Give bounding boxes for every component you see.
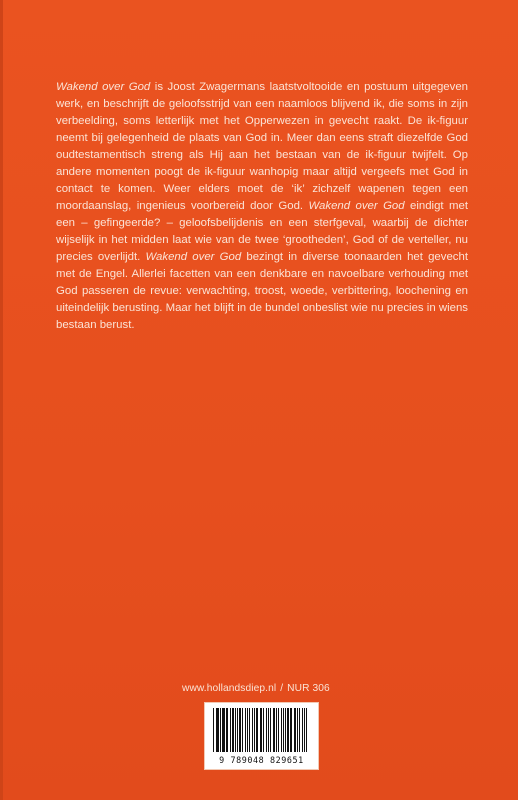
barcode-bar: [273, 708, 275, 752]
back-cover-blurb: [56, 79, 468, 334]
barcode-bar: [232, 708, 233, 752]
spine-edge: [0, 0, 3, 800]
nur-code: NUR 306: [287, 683, 330, 694]
barcode-bar: [216, 708, 217, 752]
book-title-italic: Wakend over God: [145, 251, 242, 263]
barcode-bar: [220, 708, 221, 752]
barcode-bar: [226, 708, 227, 752]
barcode-bar: [276, 708, 277, 752]
barcode-bar: [260, 708, 261, 752]
barcode-bar: [263, 708, 264, 752]
barcode-bar: [249, 708, 250, 752]
barcode-bar: [299, 708, 300, 752]
barcode-bar: [285, 708, 286, 752]
barcode-bar: [239, 708, 241, 752]
blurb-text: bezingt in diverse toonaarden het gevecht met de Engel. Allerlei facetten van een denkbare en navoelbare verhouding met God passeren de revue: verwachting, troost, woede, verbittering, loochening en uiteindelijk berusting. Maar het blijft in de bundel onbeslist wie nu precies in wiens bestaan berust.: [56, 251, 468, 331]
book-title-italic: Wakend over God: [308, 200, 405, 212]
blurb-text: is Joost Zwagermans laatstvoltooide en postuum uitgegeven werk, en beschrijft de geloofsstrijd van een naamloos blijvend ik, die soms in zijn verbeelding, soms letterlijk met het Opperwezen in gevecht raakt. De ik-figuur neemt bij gelegenheid de plaats van God in. Meer dan eens straft diezelfde God oudtestamentisch streng als Hij aan het bestaan van de ik-figuur twijfelt. Op andere momenten poogt de ik-figuur wanhopig maar altijd vergeefs met God in contact te komen. Weer elders moet de ‘ik’ zichzelf wapenen tegen een moordaanslag, ingenieus voorbereid door God.: [56, 81, 468, 212]
isbn-barcode: [204, 702, 319, 770]
blurb-text: eindigt met een – gefingeerde? – geloofsbelijdenis en een sterfgeval, waarbij de dichter wijselijk in het midden laat wie van de twee ‘grootheden’, God of de verteller, nu precies overlijdt.: [56, 200, 468, 263]
barcode-bar: [283, 708, 284, 752]
barcode-bars: [213, 708, 309, 752]
barcode-bar: [281, 708, 282, 752]
barcode-bar: [217, 708, 218, 752]
barcode-bar: [230, 708, 231, 752]
barcode-bar: [268, 708, 269, 752]
barcode-bar: [261, 708, 262, 752]
barcode-bar: [235, 708, 236, 752]
isbn-digits: 9 789048 829651: [219, 755, 304, 765]
barcode-bar: [278, 708, 279, 752]
publisher-website[interactable]: www.hollandsdiep.nl: [182, 683, 277, 694]
barcode-bar: [297, 708, 298, 752]
barcode-bar: [306, 708, 307, 752]
barcode-bar: [252, 708, 253, 752]
barcode-bar: [213, 708, 214, 752]
barcode-bar: [254, 708, 255, 752]
barcode-bar: [227, 708, 228, 752]
barcode-bar: [242, 708, 243, 752]
barcode-bar: [290, 708, 291, 752]
barcode-bar: [291, 708, 292, 752]
barcode-bar: [304, 708, 305, 752]
barcode-bar: [222, 708, 224, 752]
barcode-bar: [237, 708, 238, 752]
barcode-bar: [270, 708, 271, 752]
barcode-bar: [247, 708, 248, 752]
barcode-bar: [287, 708, 288, 752]
barcode-bar: [266, 708, 267, 752]
barcode-bar: [302, 708, 303, 752]
barcode-bar: [294, 708, 296, 752]
barcode-bar: [245, 708, 246, 752]
barcode-bar: [256, 708, 258, 752]
book-title-italic: Wakend over God: [56, 81, 151, 93]
footer-separator: /: [280, 683, 284, 694]
publisher-footer: [182, 683, 330, 694]
